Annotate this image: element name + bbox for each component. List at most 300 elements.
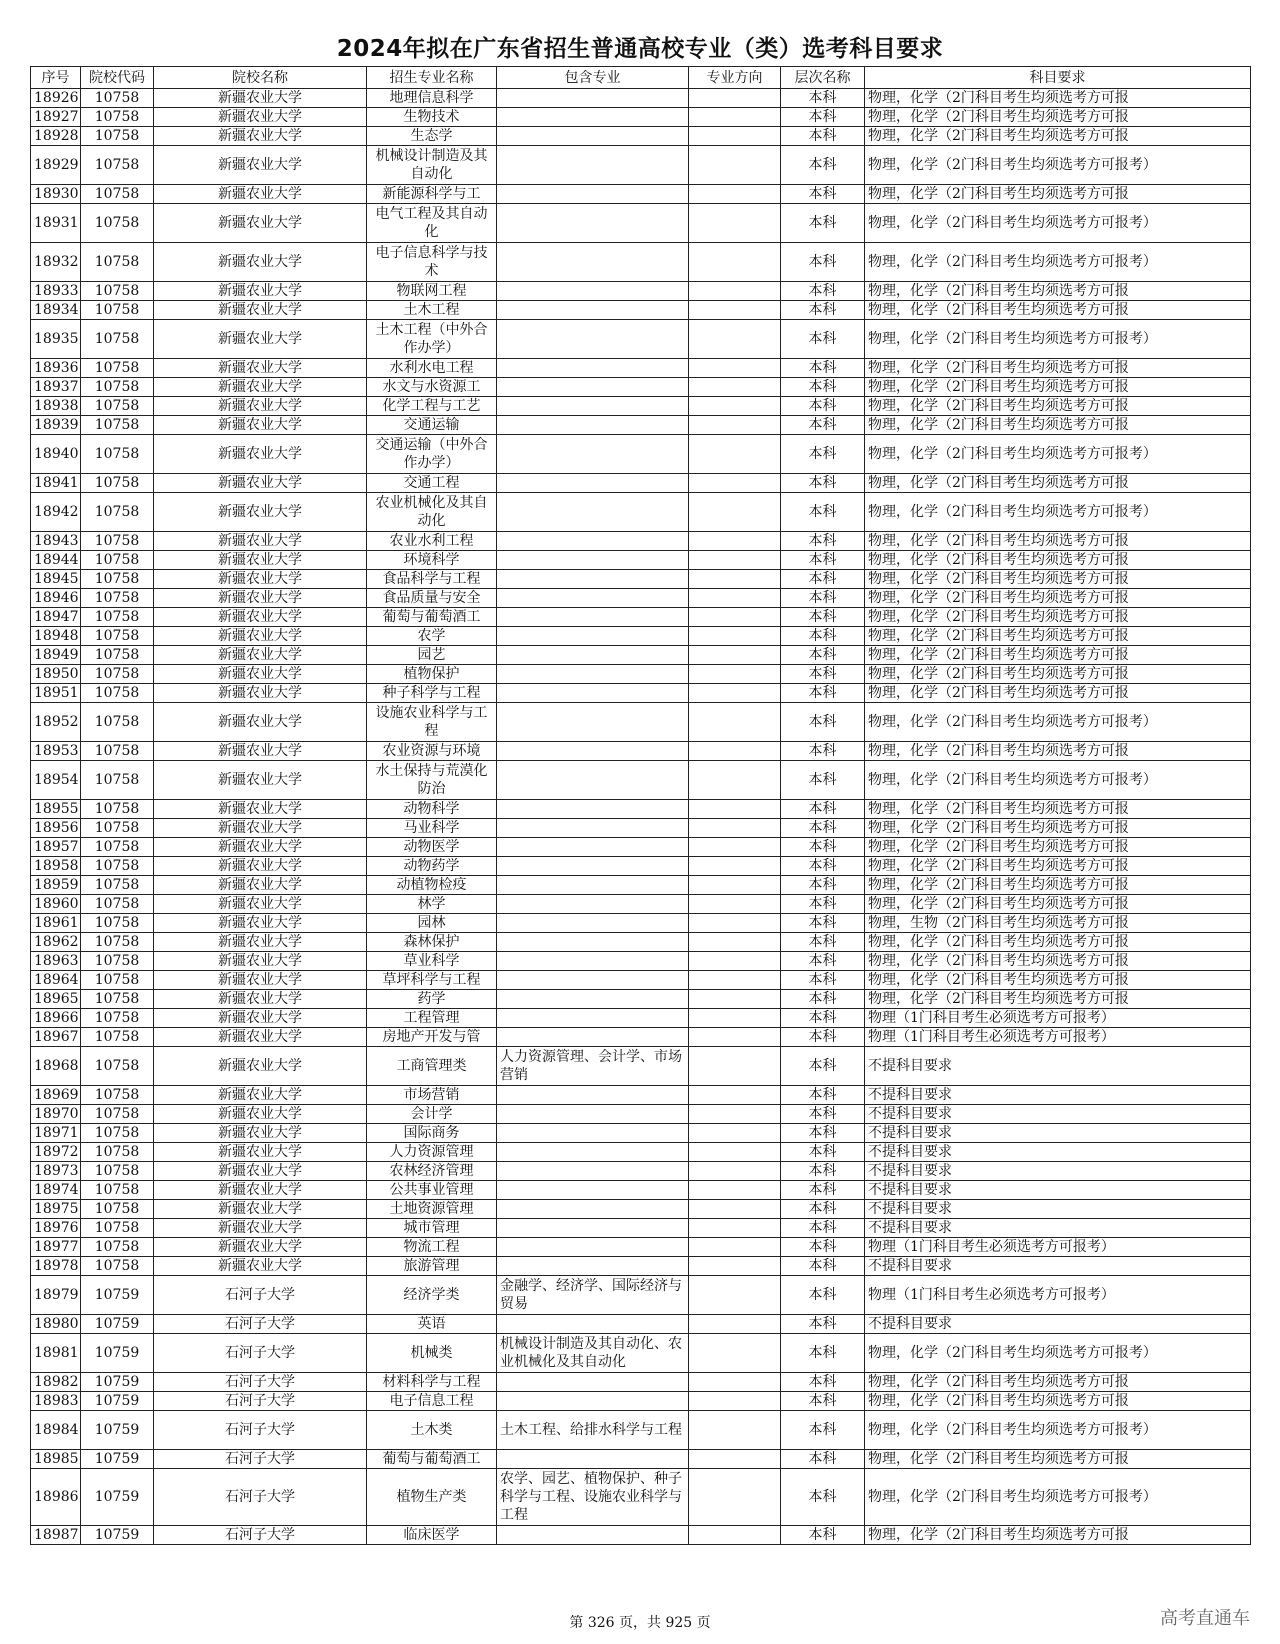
school-name-cell: 新疆农业大学 [154, 1105, 367, 1124]
school-code-cell: 10759 [81, 1469, 154, 1526]
school-code-cell: 10758 [81, 1009, 154, 1028]
col-header: 包含专业 [497, 67, 689, 89]
level-cell: 本科 [781, 320, 865, 359]
serial-cell: 18986 [31, 1469, 81, 1526]
subject-requirement-cell: 物理，化学（2门科目考生均须选考方可报考） [865, 493, 1251, 532]
school-name-cell: 新疆农业大学 [154, 532, 367, 551]
serial-cell: 18961 [31, 914, 81, 933]
school-code-cell: 10758 [81, 359, 154, 378]
included-majors-cell [497, 665, 689, 684]
subject-requirement-cell: 物理，化学（2门科目考生均须选考方可报考） [865, 320, 1251, 359]
major-name-cell: 地理信息科学 [367, 89, 497, 108]
school-name-cell: 新疆农业大学 [154, 416, 367, 435]
included-majors-cell [497, 146, 689, 185]
school-name-cell: 新疆农业大学 [154, 435, 367, 474]
included-majors-cell [497, 952, 689, 971]
subject-requirement-cell: 物理，化学（2门科目考生均须选考方可报 [865, 971, 1251, 990]
serial-cell: 18964 [31, 971, 81, 990]
table-row [31, 127, 1251, 146]
school-code-cell: 10758 [81, 665, 154, 684]
serial-cell: 18982 [31, 1373, 81, 1392]
table-row [31, 551, 1251, 570]
subject-requirement-cell: 不提科目要求 [865, 1162, 1251, 1181]
school-name-cell: 新疆农业大学 [154, 895, 367, 914]
serial-cell: 18948 [31, 627, 81, 646]
direction-cell [689, 933, 781, 952]
school-name-cell: 新疆农业大学 [154, 359, 367, 378]
table-row [31, 1526, 1251, 1545]
table-row [31, 1200, 1251, 1219]
major-name-cell: 设施农业科学与工程 [367, 703, 497, 742]
major-name-cell: 交通工程 [367, 474, 497, 493]
level-cell: 本科 [781, 990, 865, 1009]
table-row [31, 684, 1251, 703]
school-code-cell: 10758 [81, 1105, 154, 1124]
included-majors-cell [497, 204, 689, 243]
subject-requirement-cell: 不提科目要求 [865, 1143, 1251, 1162]
major-name-cell: 人力资源管理 [367, 1143, 497, 1162]
serial-cell: 18975 [31, 1200, 81, 1219]
major-name-cell: 森林保护 [367, 933, 497, 952]
major-name-cell: 土木工程（中外合作办学） [367, 320, 497, 359]
level-cell: 本科 [781, 1373, 865, 1392]
school-name-cell: 新疆农业大学 [154, 146, 367, 185]
header-row [31, 67, 1251, 89]
table-row [31, 435, 1251, 474]
subject-requirement-cell: 物理，化学（2门科目考生均须选考方可报 [865, 876, 1251, 895]
major-name-cell: 环境科学 [367, 551, 497, 570]
school-name-cell: 新疆农业大学 [154, 1124, 367, 1143]
serial-cell: 18977 [31, 1238, 81, 1257]
direction-cell [689, 761, 781, 800]
serial-cell: 18963 [31, 952, 81, 971]
direction-cell [689, 185, 781, 204]
subject-requirement-cell: 物理，化学（2门科目考生均须选考方可报考） [865, 146, 1251, 185]
serial-cell: 18959 [31, 876, 81, 895]
level-cell: 本科 [781, 1200, 865, 1219]
level-cell: 本科 [781, 1238, 865, 1257]
col-header: 层次名称 [781, 67, 865, 89]
school-code-cell: 10759 [81, 1315, 154, 1334]
direction-cell [689, 416, 781, 435]
table-row [31, 665, 1251, 684]
school-code-cell: 10758 [81, 684, 154, 703]
level-cell: 本科 [781, 646, 865, 665]
included-majors-cell [497, 1450, 689, 1469]
col-header: 院校代码 [81, 67, 154, 89]
level-cell: 本科 [781, 1450, 865, 1469]
direction-cell [689, 703, 781, 742]
included-majors-cell [497, 108, 689, 127]
subject-requirement-cell: 物理，化学（2门科目考生均须选考方可报 [865, 857, 1251, 876]
level-cell: 本科 [781, 127, 865, 146]
subject-requirement-cell: 物理，化学（2门科目考生均须选考方可报 [865, 551, 1251, 570]
direction-cell [689, 1411, 781, 1450]
major-name-cell: 经济学类 [367, 1276, 497, 1315]
major-name-cell: 国际商务 [367, 1124, 497, 1143]
table-row [31, 1047, 1251, 1086]
school-code-cell: 10758 [81, 532, 154, 551]
major-name-cell: 林学 [367, 895, 497, 914]
school-name-cell: 新疆农业大学 [154, 282, 367, 301]
school-name-cell: 石河子大学 [154, 1315, 367, 1334]
school-code-cell: 10758 [81, 320, 154, 359]
subject-requirement-cell: 不提科目要求 [865, 1257, 1251, 1276]
major-name-cell: 会计学 [367, 1105, 497, 1124]
major-name-cell: 工程管理 [367, 1009, 497, 1028]
school-name-cell: 新疆农业大学 [154, 1086, 367, 1105]
direction-cell [689, 1105, 781, 1124]
direction-cell [689, 857, 781, 876]
subject-requirement-cell: 物理，化学（2门科目考生均须选考方可报 [865, 108, 1251, 127]
school-name-cell: 新疆农业大学 [154, 742, 367, 761]
subject-requirement-cell: 物理（1门科目考生必须选考方可报考） [865, 1009, 1251, 1028]
serial-cell: 18952 [31, 703, 81, 742]
included-majors-cell [497, 646, 689, 665]
major-name-cell: 交通运输（中外合作办学） [367, 435, 497, 474]
level-cell: 本科 [781, 1469, 865, 1526]
school-code-cell: 10759 [81, 1526, 154, 1545]
direction-cell [689, 204, 781, 243]
serial-cell: 18968 [31, 1047, 81, 1086]
direction-cell [689, 1334, 781, 1373]
school-name-cell: 新疆农业大学 [154, 1238, 367, 1257]
direction-cell [689, 1526, 781, 1545]
school-code-cell: 10758 [81, 127, 154, 146]
direction-cell [689, 914, 781, 933]
major-name-cell: 水利水电工程 [367, 359, 497, 378]
subject-requirement-cell: 不提科目要求 [865, 1124, 1251, 1143]
included-majors-cell [497, 684, 689, 703]
serial-cell: 18981 [31, 1334, 81, 1373]
direction-cell [689, 990, 781, 1009]
table-row [31, 742, 1251, 761]
level-cell: 本科 [781, 589, 865, 608]
direction-cell [689, 895, 781, 914]
direction-cell [689, 608, 781, 627]
included-majors-cell [497, 1124, 689, 1143]
level-cell: 本科 [781, 1334, 865, 1373]
serial-cell: 18938 [31, 397, 81, 416]
school-code-cell: 10758 [81, 857, 154, 876]
major-name-cell: 动物医学 [367, 838, 497, 857]
direction-cell [689, 108, 781, 127]
school-code-cell: 10758 [81, 876, 154, 895]
subject-requirement-cell: 物理，化学（2门科目考生均须选考方可报 [865, 301, 1251, 320]
table-row [31, 589, 1251, 608]
included-majors-cell [497, 1028, 689, 1047]
level-cell: 本科 [781, 416, 865, 435]
included-majors-cell [497, 435, 689, 474]
school-code-cell: 10758 [81, 282, 154, 301]
included-majors-cell [497, 1238, 689, 1257]
included-majors-cell [497, 990, 689, 1009]
subject-requirement-cell: 物理，化学（2门科目考生均须选考方可报 [865, 742, 1251, 761]
included-majors-cell [497, 1257, 689, 1276]
school-code-cell: 10758 [81, 627, 154, 646]
direction-cell [689, 474, 781, 493]
direction-cell [689, 146, 781, 185]
included-majors-cell [497, 416, 689, 435]
direction-cell [689, 627, 781, 646]
included-majors-cell: 农学、园艺、植物保护、种子科学与工程、设施农业科学与工程 [497, 1469, 689, 1526]
table-row [31, 800, 1251, 819]
school-code-cell: 10758 [81, 204, 154, 243]
school-name-cell: 石河子大学 [154, 1334, 367, 1373]
major-name-cell: 动植物检疫 [367, 876, 497, 895]
subject-requirement-cell: 不提科目要求 [865, 1219, 1251, 1238]
table-row [31, 914, 1251, 933]
school-name-cell: 新疆农业大学 [154, 684, 367, 703]
included-majors-cell [497, 703, 689, 742]
major-name-cell: 土木工程 [367, 301, 497, 320]
subject-requirement-cell: 物理，化学（2门科目考生均须选考方可报 [865, 127, 1251, 146]
included-majors-cell [497, 1392, 689, 1411]
serial-cell: 18954 [31, 761, 81, 800]
major-name-cell: 葡萄与葡萄酒工 [367, 608, 497, 627]
major-name-cell: 农业机械化及其自动化 [367, 493, 497, 532]
school-code-cell: 10758 [81, 108, 154, 127]
included-majors-cell [497, 378, 689, 397]
direction-cell [689, 1162, 781, 1181]
direction-cell [689, 1200, 781, 1219]
table-row [31, 1257, 1251, 1276]
major-name-cell: 动物科学 [367, 800, 497, 819]
level-cell: 本科 [781, 665, 865, 684]
subject-requirement-cell: 物理，化学（2门科目考生均须选考方可报考） [865, 761, 1251, 800]
direction-cell [689, 570, 781, 589]
school-code-cell: 10758 [81, 914, 154, 933]
school-code-cell: 10758 [81, 971, 154, 990]
included-majors-cell [497, 359, 689, 378]
serial-cell: 18946 [31, 589, 81, 608]
table-row [31, 397, 1251, 416]
serial-cell: 18947 [31, 608, 81, 627]
major-name-cell: 机械类 [367, 1334, 497, 1373]
school-name-cell: 新疆农业大学 [154, 301, 367, 320]
level-cell: 本科 [781, 684, 865, 703]
serial-cell: 18935 [31, 320, 81, 359]
level-cell: 本科 [781, 1181, 865, 1200]
table-row [31, 1276, 1251, 1315]
serial-cell: 18972 [31, 1143, 81, 1162]
direction-cell [689, 1276, 781, 1315]
school-code-cell: 10758 [81, 1124, 154, 1143]
table-row [31, 608, 1251, 627]
included-majors-cell: 人力资源管理、会计学、市场营销 [497, 1047, 689, 1086]
school-code-cell: 10758 [81, 1181, 154, 1200]
table-row [31, 359, 1251, 378]
subject-requirement-cell: 物理，化学（2门科目考生均须选考方可报 [865, 1450, 1251, 1469]
school-code-cell: 10758 [81, 146, 154, 185]
school-name-cell: 新疆农业大学 [154, 1200, 367, 1219]
level-cell: 本科 [781, 551, 865, 570]
subject-requirement-cell: 不提科目要求 [865, 1105, 1251, 1124]
serial-cell: 18987 [31, 1526, 81, 1545]
level-cell: 本科 [781, 146, 865, 185]
major-name-cell: 材料科学与工程 [367, 1373, 497, 1392]
included-majors-cell [497, 1162, 689, 1181]
subject-requirement-cell: 物理，化学（2门科目考生均须选考方可报 [865, 1526, 1251, 1545]
table-row [31, 185, 1251, 204]
serial-cell: 18942 [31, 493, 81, 532]
subject-requirement-cell: 物理，化学（2门科目考生均须选考方可报 [865, 819, 1251, 838]
included-majors-cell: 金融学、经济学、国际经济与贸易 [497, 1276, 689, 1315]
major-name-cell: 电气工程及其自动化 [367, 204, 497, 243]
subject-requirement-cell: 物理，化学（2门科目考生均须选考方可报 [865, 397, 1251, 416]
subject-requirement-cell: 不提科目要求 [865, 1181, 1251, 1200]
school-name-cell: 石河子大学 [154, 1276, 367, 1315]
table-row [31, 857, 1251, 876]
serial-cell: 18926 [31, 89, 81, 108]
major-name-cell: 市场营销 [367, 1086, 497, 1105]
subject-requirement-cell: 物理，化学（2门科目考生均须选考方可报 [865, 895, 1251, 914]
direction-cell [689, 684, 781, 703]
level-cell: 本科 [781, 1162, 865, 1181]
school-code-cell: 10758 [81, 301, 154, 320]
table-row [31, 838, 1251, 857]
major-name-cell: 水文与水资源工 [367, 378, 497, 397]
level-cell: 本科 [781, 493, 865, 532]
serial-cell: 18943 [31, 532, 81, 551]
level-cell: 本科 [781, 952, 865, 971]
table-row [31, 819, 1251, 838]
school-code-cell: 10758 [81, 838, 154, 857]
subject-requirement-cell: 物理，化学（2门科目考生均须选考方可报考） [865, 1334, 1251, 1373]
table-row [31, 971, 1251, 990]
major-name-cell: 工商管理类 [367, 1047, 497, 1086]
school-code-cell: 10758 [81, 952, 154, 971]
serial-cell: 18936 [31, 359, 81, 378]
school-name-cell: 新疆农业大学 [154, 570, 367, 589]
subject-requirement-cell: 物理（1门科目考生必须选考方可报考） [865, 1028, 1251, 1047]
school-code-cell: 10759 [81, 1450, 154, 1469]
direction-cell [689, 1124, 781, 1143]
table-row [31, 1124, 1251, 1143]
subject-requirement-cell: 物理，化学（2门科目考生均须选考方可报 [865, 570, 1251, 589]
table-row [31, 204, 1251, 243]
school-code-cell: 10758 [81, 89, 154, 108]
school-name-cell: 新疆农业大学 [154, 646, 367, 665]
direction-cell [689, 1143, 781, 1162]
school-name-cell: 新疆农业大学 [154, 1181, 367, 1200]
subject-requirement-cell: 物理，化学（2门科目考生均须选考方可报考） [865, 435, 1251, 474]
direction-cell [689, 1315, 781, 1334]
school-code-cell: 10758 [81, 416, 154, 435]
school-name-cell: 新疆农业大学 [154, 397, 367, 416]
direction-cell [689, 1009, 781, 1028]
school-name-cell: 新疆农业大学 [154, 185, 367, 204]
included-majors-cell [497, 1373, 689, 1392]
major-name-cell: 农业资源与环境 [367, 742, 497, 761]
level-cell: 本科 [781, 1257, 865, 1276]
direction-cell [689, 301, 781, 320]
table-row [31, 646, 1251, 665]
major-name-cell: 电子信息工程 [367, 1392, 497, 1411]
level-cell: 本科 [781, 703, 865, 742]
level-cell: 本科 [781, 838, 865, 857]
level-cell: 本科 [781, 914, 865, 933]
level-cell: 本科 [781, 627, 865, 646]
table-row [31, 89, 1251, 108]
school-code-cell: 10758 [81, 646, 154, 665]
major-name-cell: 马业科学 [367, 819, 497, 838]
included-majors-cell [497, 1200, 689, 1219]
table-row [31, 1315, 1251, 1334]
serial-cell: 18951 [31, 684, 81, 703]
school-code-cell: 10759 [81, 1411, 154, 1450]
school-code-cell: 10758 [81, 185, 154, 204]
page-number: 第 326 页，共 925 页 [569, 1615, 711, 1631]
direction-cell [689, 127, 781, 146]
page-title: 2024年拟在广东省招生普通高校专业（类）选考科目要求 [336, 36, 944, 62]
subject-requirement-cell: 物理，化学（2门科目考生均须选考方可报考） [865, 243, 1251, 282]
included-majors-cell [497, 1315, 689, 1334]
subject-requirement-cell: 不提科目要求 [865, 1200, 1251, 1219]
level-cell: 本科 [781, 359, 865, 378]
col-header: 招生专业名称 [367, 67, 497, 89]
serial-cell: 18971 [31, 1124, 81, 1143]
included-majors-cell [497, 838, 689, 857]
serial-cell: 18950 [31, 665, 81, 684]
school-code-cell: 10759 [81, 1373, 154, 1392]
serial-cell: 18953 [31, 742, 81, 761]
serial-cell: 18939 [31, 416, 81, 435]
subject-requirement-cell: 物理，化学（2门科目考生均须选考方可报 [865, 838, 1251, 857]
school-name-cell: 新疆农业大学 [154, 320, 367, 359]
direction-cell [689, 1257, 781, 1276]
major-name-cell: 农学 [367, 627, 497, 646]
serial-cell: 18979 [31, 1276, 81, 1315]
subject-requirement-cell: 物理，化学（2门科目考生均须选考方可报 [865, 359, 1251, 378]
subject-requirement-cell: 物理，化学（2门科目考生均须选考方可报 [865, 990, 1251, 1009]
subject-requirement-cell: 物理，化学（2门科目考生均须选考方可报 [865, 282, 1251, 301]
included-majors-cell [497, 493, 689, 532]
serial-cell: 18962 [31, 933, 81, 952]
col-header: 院校名称 [154, 67, 367, 89]
major-name-cell: 食品质量与安全 [367, 589, 497, 608]
subject-requirement-cell: 物理，化学（2门科目考生均须选考方可报 [865, 532, 1251, 551]
subject-requirement-cell: 物理，化学（2门科目考生均须选考方可报 [865, 665, 1251, 684]
school-name-cell: 石河子大学 [154, 1373, 367, 1392]
serial-cell: 18978 [31, 1257, 81, 1276]
direction-cell [689, 1373, 781, 1392]
table-row [31, 952, 1251, 971]
school-code-cell: 10758 [81, 551, 154, 570]
school-name-cell: 新疆农业大学 [154, 589, 367, 608]
included-majors-cell [497, 1143, 689, 1162]
included-majors-cell [497, 608, 689, 627]
major-name-cell: 城市管理 [367, 1219, 497, 1238]
subject-requirement-cell: 物理，化学（2门科目考生均须选考方可报 [865, 378, 1251, 397]
table-row [31, 474, 1251, 493]
included-majors-cell [497, 1086, 689, 1105]
table-row [31, 895, 1251, 914]
school-name-cell: 新疆农业大学 [154, 761, 367, 800]
school-code-cell: 10758 [81, 1143, 154, 1162]
school-code-cell: 10759 [81, 1276, 154, 1315]
table-row [31, 301, 1251, 320]
col-header: 科目要求 [865, 67, 1251, 89]
included-majors-cell [497, 876, 689, 895]
major-name-cell: 土木类 [367, 1411, 497, 1450]
table-row [31, 1392, 1251, 1411]
level-cell: 本科 [781, 1392, 865, 1411]
subject-requirement-cell: 物理，化学（2门科目考生均须选考方可报 [865, 1392, 1251, 1411]
level-cell: 本科 [781, 761, 865, 800]
level-cell: 本科 [781, 474, 865, 493]
major-name-cell: 公共事业管理 [367, 1181, 497, 1200]
